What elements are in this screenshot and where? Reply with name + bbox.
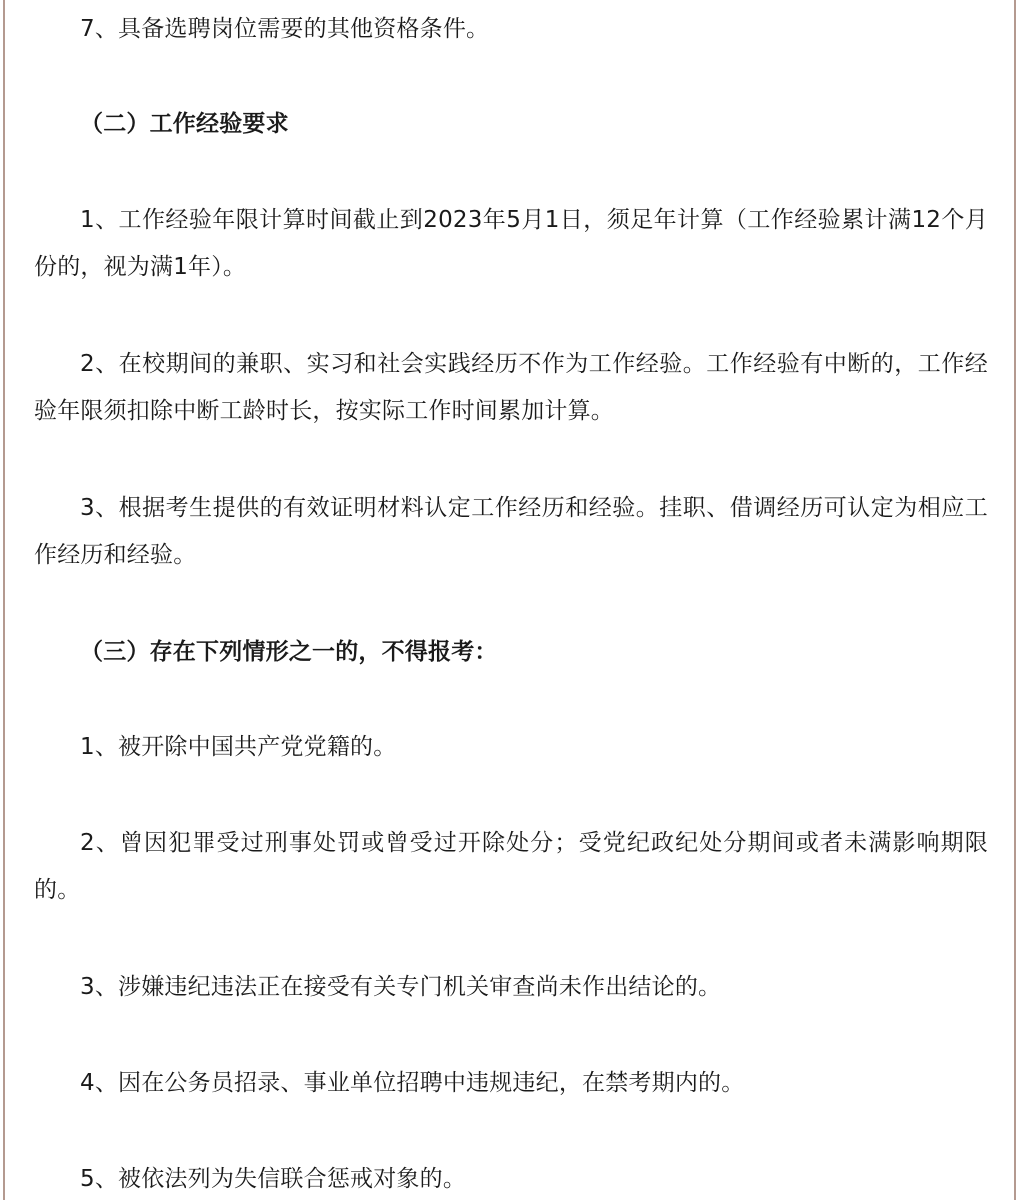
- document-frame: [3, 0, 1016, 1200]
- section-heading-work-experience: （二）工作经验要求: [80, 111, 289, 137]
- paragraph-disqualification-2: 2、曾因犯罪受过刑事处罚或曾受过开除处分；受党纪政纪处分期间或者未满影响期限的。: [34, 830, 988, 903]
- paragraph-experience-3: 3、根据考生提供的有效证明材料认定工作经历和经验。挂职、借调经历可认定为相应工作经历和经验。: [34, 495, 988, 568]
- paragraph-disqualification-3: 3、涉嫌违纪违法正在接受有关专门机关审查尚未作出结论的。: [80, 974, 722, 1000]
- paragraph-disqualification-4: 4、因在公务员招录、事业单位招聘中违规违纪，在禁考期内的。: [80, 1070, 745, 1096]
- paragraph-requirement-7: 7、具备选聘岗位需要的其他资格条件。: [80, 16, 490, 42]
- section-heading-disqualifications: （三）存在下列情形之一的，不得报考：: [80, 639, 498, 665]
- paragraph-experience-1: 1、工作经验年限计算时间截止到2023年5月1日，须足年计算（工作经验累计满12个月份的，视为满1年）。: [34, 207, 988, 280]
- paragraph-experience-2: 2、在校期间的兼职、实习和社会实践经历不作为工作经验。工作经验有中断的，工作经验年限须扣除中断工龄时长，按实际工作时间累加计算。: [34, 351, 988, 424]
- paragraph-disqualification-1: 1、被开除中国共产党党籍的。: [80, 734, 397, 760]
- paragraph-disqualification-5: 5、被依法列为失信联合惩戒对象的。: [80, 1166, 467, 1192]
